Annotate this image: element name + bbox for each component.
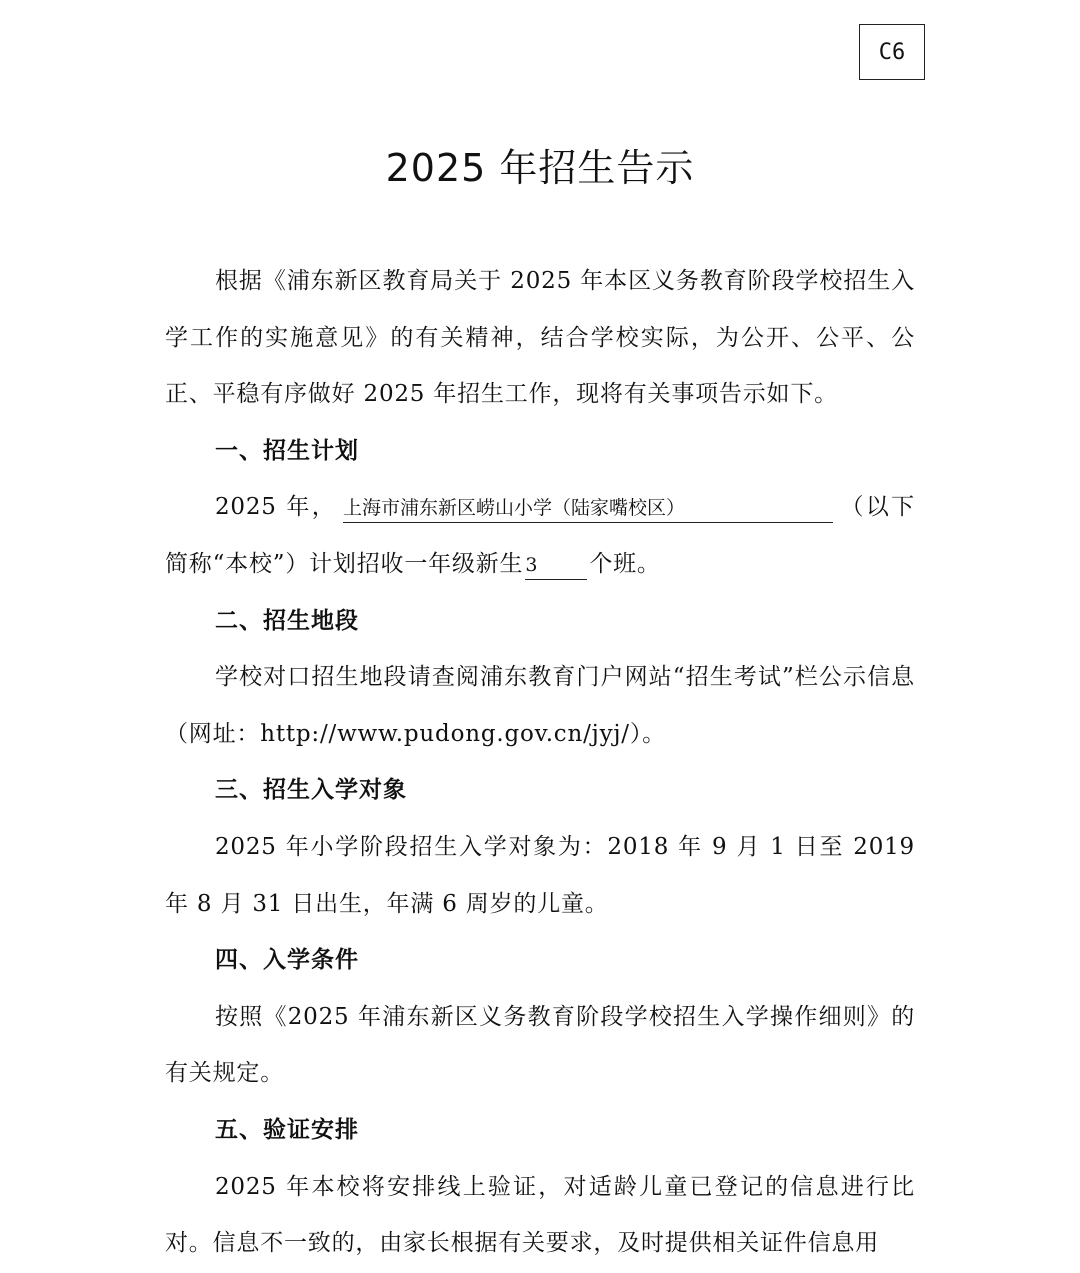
page-title: 2025 年招生告示: [385, 146, 695, 190]
class-count-field: 3: [525, 551, 587, 580]
admission-conditions-paragraph: 按照《2025 年浦东新区义务教育阶段学校招生入学操作细则》的有关规定。: [165, 1003, 915, 1087]
verification-paragraph: 2025 年本校将安排线上验证，对适龄儿童已登记的信息进行比对。信息不一致的，由家长根据有关要求，及时提供相关证件信息用: [165, 1173, 915, 1257]
enrollment-zone-paragraph: 学校对口招生地段请查阅浦东教育门户网站“招生考试”栏公示信息（网址：http://www.pudong.gov.cn/jyj/）。: [165, 664, 915, 747]
enrollment-plan-text-1: 2025 年，: [215, 494, 338, 521]
enrollment-plan-paragraph: [165, 479, 915, 592]
section-heading-verification: 五、验证安排: [215, 1116, 359, 1143]
enrollment-plan-text-3: 个班。: [589, 550, 661, 577]
document-body: [165, 253, 915, 1272]
eligible-children-paragraph: 2025 年小学阶段招生入学对象为：2018 年 9 月 1 日至 2019 年 8 月 31 日出生，年满 6 周岁的儿童。: [165, 833, 915, 917]
document-code-box: [859, 24, 925, 80]
section-heading-eligible-children: 三、招生入学对象: [215, 777, 407, 804]
school-name-field: 上海市浦东新区崂山小学（陆家嘴校区）: [343, 494, 833, 523]
section-heading-enrollment-zone: 二、招生地段: [215, 607, 359, 634]
section-heading-enrollment-plan: 一、招生计划: [215, 437, 359, 464]
document-code: C6: [878, 39, 906, 65]
intro-paragraph: 根据《浦东新区教育局关于 2025 年本区义务教育阶段学校招生入学工作的实施意见》的有关精神，结合学校实际，为公开、公平、公正、平稳有序做好 2025 年招生工作，现将有关事项告示如下。: [165, 268, 915, 408]
section-heading-admission-conditions: 四、入学条件: [215, 947, 359, 974]
enrollment-plan-text-2: （以下简称“本校”）计划招收一年级新生: [165, 494, 915, 577]
